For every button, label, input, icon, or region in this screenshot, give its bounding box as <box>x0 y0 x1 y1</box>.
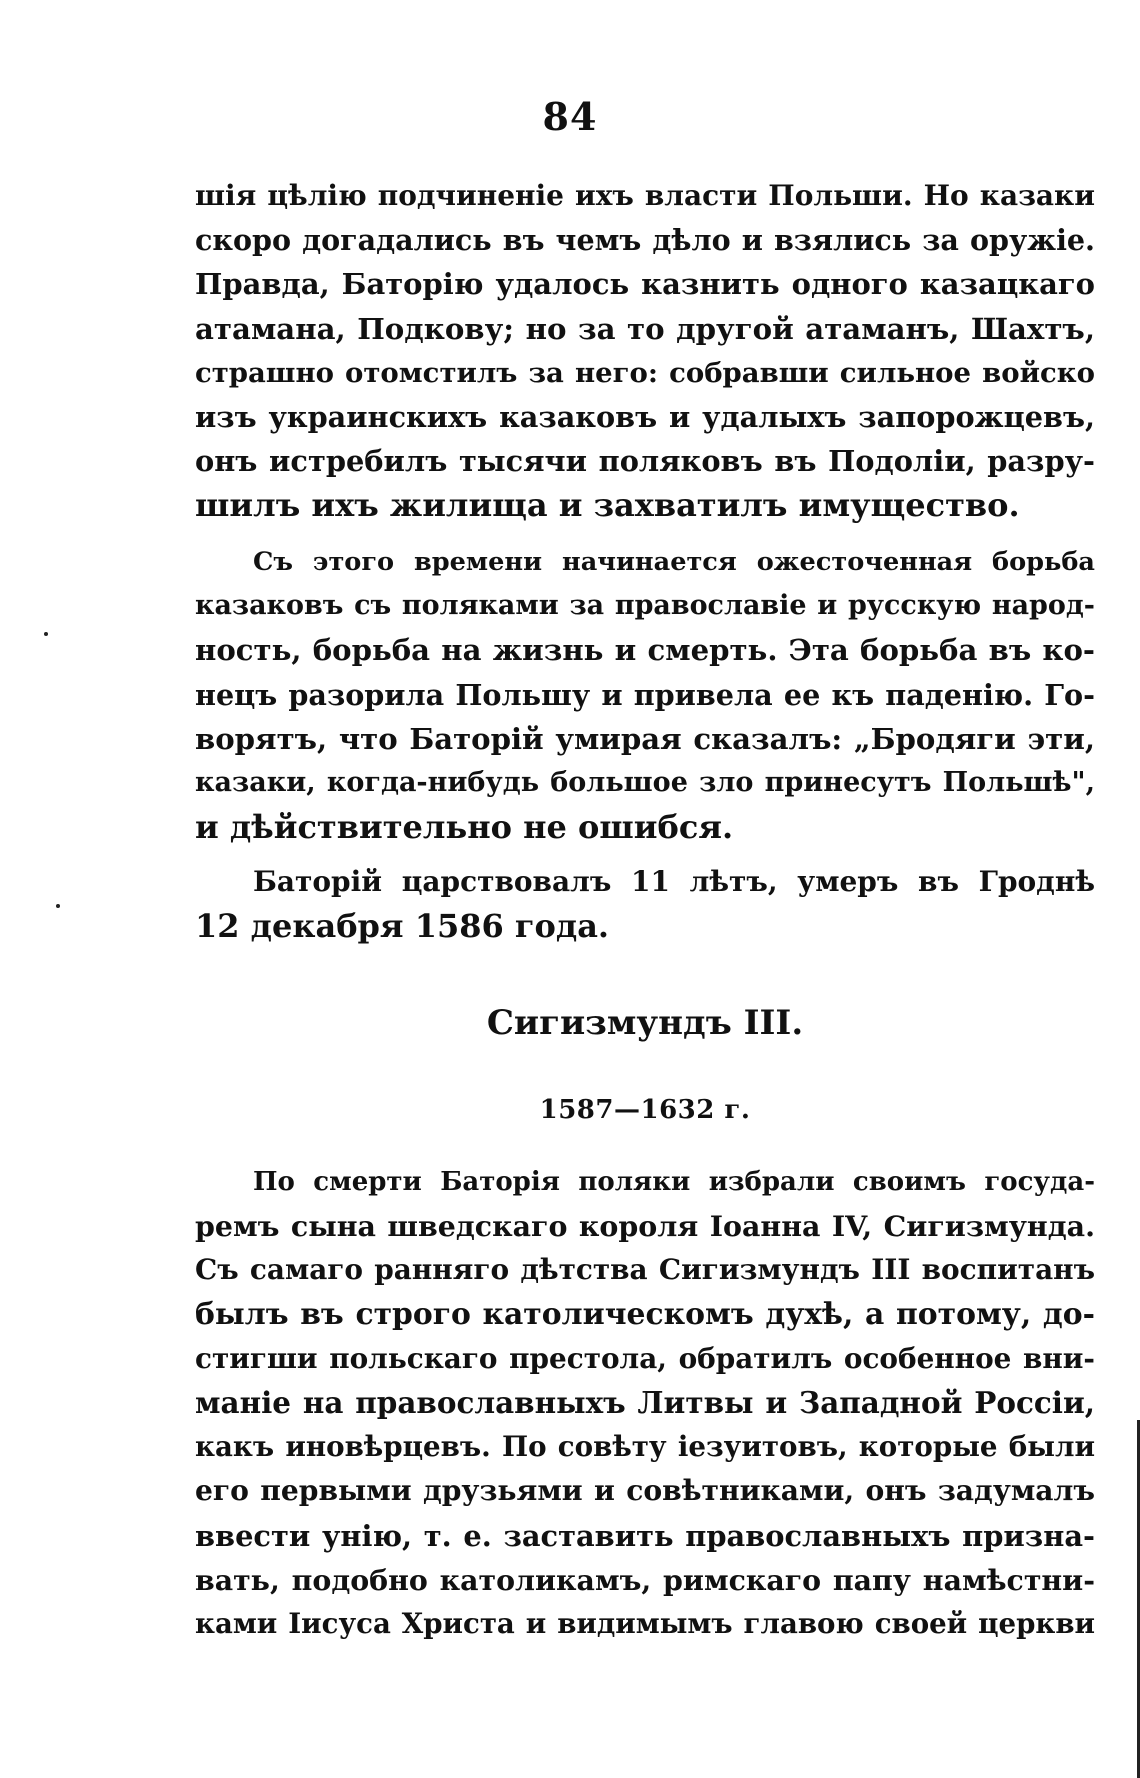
text-line: изъ украинскихъ казаковъ и удалыхъ запорожцевъ, <box>195 399 1095 434</box>
page-number: 84 <box>542 94 598 139</box>
text-line: шилъ ихъ жилища и захватилъ имущество. <box>195 486 1020 525</box>
text-line: ками Іисуса Христа и видимымъ главою своей церкви <box>195 1606 1095 1640</box>
text-line: атамана, Подкову; но за то другой атаманъ, Шахтъ, <box>195 311 1095 346</box>
section-dates: 1587—1632 г. <box>539 1095 751 1125</box>
text-line: былъ въ строго католическомъ духѣ, а потому, до- <box>195 1296 1095 1332</box>
text-line: По смерти Баторія поляки избрали своимъ госуда- <box>253 1167 1095 1197</box>
text-line: вать, подобно католикамъ, римскаго папу намѣстни- <box>195 1562 1095 1597</box>
scan-speck <box>44 632 48 636</box>
text-line: скоро догадались въ чемъ дѣло и взялись за оружіе. <box>195 223 1095 258</box>
text-line: стигши польскаго престола, обратилъ особенное вни- <box>195 1341 1095 1375</box>
text-line: Правда, Баторію удалось казнить одного казацкаго <box>195 267 1095 302</box>
text-line: нецъ разорила Польшу и привела ее къ паденію. Го- <box>195 677 1095 712</box>
text-line: ввести унію, т. е. заставить православныхъ призна- <box>195 1518 1095 1553</box>
text-line: шія цѣлію подчиненіе ихъ власти Польши. Но казаки <box>195 179 1095 212</box>
text-line: ность, борьба на жизнь и смерть. Эта борьба въ ко- <box>195 633 1095 668</box>
text-line: 12 декабря 1586 года. <box>195 907 610 946</box>
paragraph-1 <box>195 174 1095 528</box>
text-line: и дѣйствительно не ошибся. <box>195 808 734 847</box>
text-line: его первыми друзьями и совѣтниками, онъ задумалъ <box>195 1474 1095 1508</box>
text-line: какъ иновѣрцевъ. По совѣту іезуитовъ, которые были <box>195 1430 1095 1464</box>
paragraph-2 <box>195 540 1095 849</box>
text-line: Баторій царствовалъ 11 лѣтъ, умеръ въ Гроднѣ <box>253 865 1095 898</box>
text-line: страшно отомстилъ за него: собравши сильное войско <box>195 356 1095 389</box>
text-line: казаковъ съ поляками за православіе и русскую народ- <box>195 590 1095 622</box>
text-line: казаки, когда-нибудь большое зло принесутъ Польшѣ", <box>195 766 1095 798</box>
text-line: онъ истребилъ тысячи поляковъ въ Подоліи, разру- <box>195 444 1095 479</box>
scan-speck <box>56 904 60 908</box>
text-line: ремъ сына шведскаго короля Іоанна IV, Сигизмунда. <box>195 1209 1095 1244</box>
paragraph-4 <box>195 1160 1095 1646</box>
text-line: Съ самаго ранняго дѣтства Сигизмундъ III воспитанъ <box>195 1253 1095 1287</box>
text-line: Съ этого времени начинается ожесточенная борьба <box>253 547 1095 577</box>
text-line: маніе на православныхъ Литвы и Западной Россіи, <box>195 1384 1095 1420</box>
paragraph-3 <box>195 860 1095 948</box>
text-line: ворятъ, что Баторій умирая сказалъ: „Бродяги эти, <box>195 721 1095 756</box>
section-heading: Сигизмундъ III. <box>486 1003 804 1043</box>
